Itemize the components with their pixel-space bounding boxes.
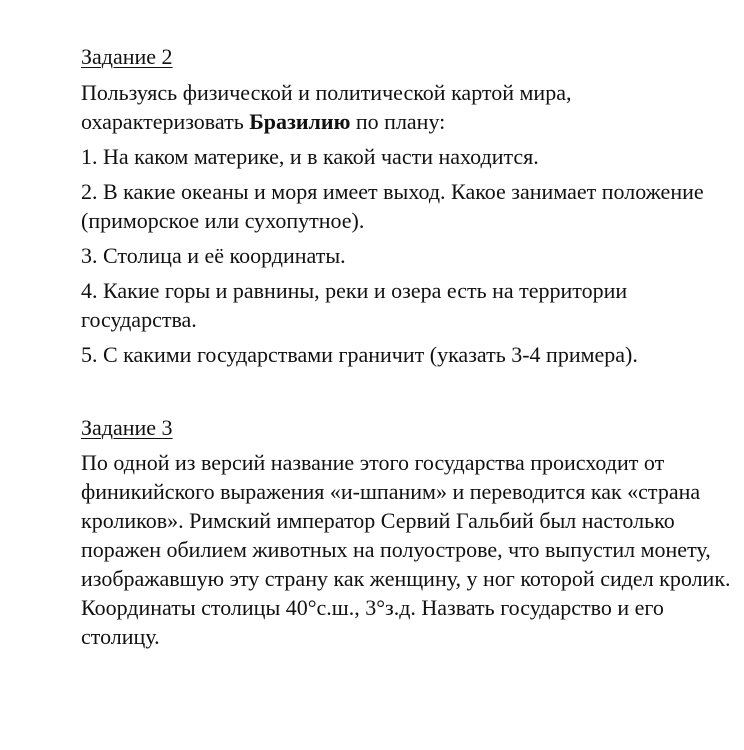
task-2-intro-text: Пользуясь физической и политической картой мира, охарактеризовать	[81, 80, 572, 134]
task-2-intro	[81, 78, 731, 136]
task-2-item-5: 5. С какими государствами граничит (указать 3-4 примера).	[81, 342, 638, 367]
document-page	[81, 42, 731, 651]
task-3-section	[81, 413, 731, 651]
task-2-item-1: 1. На каком материке, и в какой части находится.	[81, 144, 539, 169]
task-3-heading: Задание 3	[81, 415, 173, 440]
task-2-section	[81, 42, 731, 369]
task-2-heading: Задание 2	[81, 44, 173, 69]
task-3-body: По одной из версий название этого государства происходит от финикийского выражения «и-шпаним» и переводится как «страна кроликов». Римский император Сервий Гальбий был настолько поражен обилием животных на полуострове, что выпустил монету, изображавшую эту страну как женщину, у ног которой сидел кролик. Координаты столицы 40°с.ш., 3°з.д. Назвать государство и его столицу.	[81, 450, 731, 649]
task-2-country-name: Бразилию	[249, 109, 351, 134]
task-2-intro-tail: по плану:	[350, 109, 446, 134]
task-2-item-4: 4. Какие горы и равнины, реки и озера есть на территории государства.	[81, 278, 628, 332]
task-2-item-3: 3. Столица и её координаты.	[81, 243, 346, 268]
task-2-item-2: 2. В какие океаны и моря имеет выход. Какое занимает положение (приморское или сухопутное).	[81, 179, 704, 233]
